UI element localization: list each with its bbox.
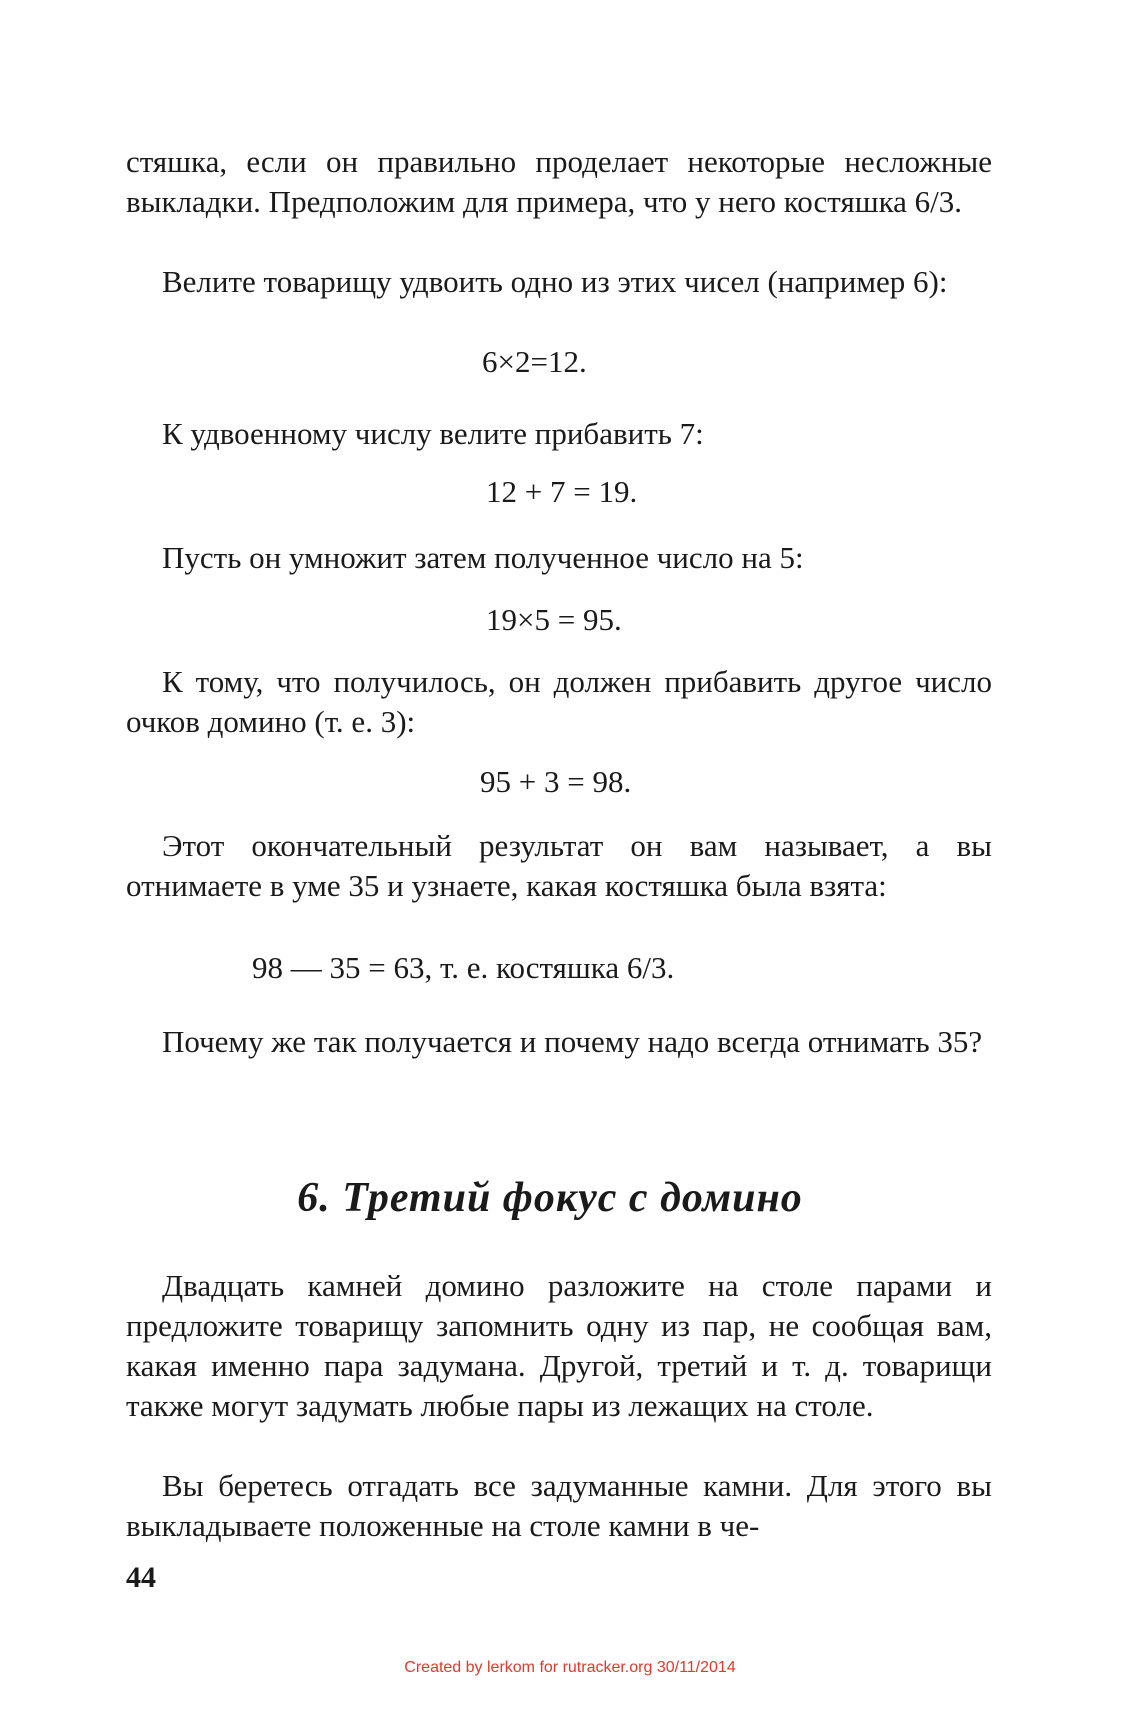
formula-multiply-by-five: 19×5 = 95.	[486, 602, 622, 637]
paragraph-final-result: Этот окончательный результат он вам называет, а вы отнимаете в уме 35 и узнаете, какая костяшка была взята:	[126, 828, 992, 903]
formula-multiply-by-two: 6×2=12.	[482, 344, 587, 379]
section-heading: 6. Третий фокус с домино	[297, 1175, 803, 1221]
paragraph-guess-stones: Вы беретесь отгадать все задуманные камни. Для этого вы выкладываете положенные на столе камни в че-	[126, 1468, 992, 1543]
paragraph-continuation: стяшка, если он правильно проделает некоторые несложные выкладки. Предположим для примера, что у него костяшка 6/3.	[126, 144, 992, 219]
formula-add-three: 95 + 3 = 98.	[480, 764, 632, 799]
paragraph-double-number: Велите товарищу удвоить одно из этих чисел (например 6):	[162, 264, 948, 299]
paragraph-twenty-stones: Двадцать камней домино разложите на столе парами и предложите товарищу запомнить одну из пар, не сообщая вам, какая именно пара задумана. Другой, третий и т. д. товарищи также могут задумать любые пары из лежащих на столе.	[126, 1268, 992, 1423]
paragraph-add-other-number: К тому, что получилось, он должен прибавить другое число очков домино (т. е. 3):	[126, 664, 992, 739]
page-number: 44	[126, 1561, 156, 1594]
formula-add-seven: 12 + 7 = 19.	[486, 474, 638, 509]
paragraph-multiply-by-five: Пусть он умножит затем полученное число на 5:	[162, 540, 804, 575]
paragraph-add-seven: К удвоенному числу велите прибавить 7:	[162, 416, 704, 451]
watermark-text: Created by lerkom for rutracker.org 30/11/2014	[404, 1659, 736, 1676]
formula-subtract-35: 98 — 35 = 63, т. е. костяшка 6/3.	[252, 950, 675, 985]
paragraph-question: Почему же так получается и почему надо всегда отнимать 35?	[162, 1024, 983, 1059]
